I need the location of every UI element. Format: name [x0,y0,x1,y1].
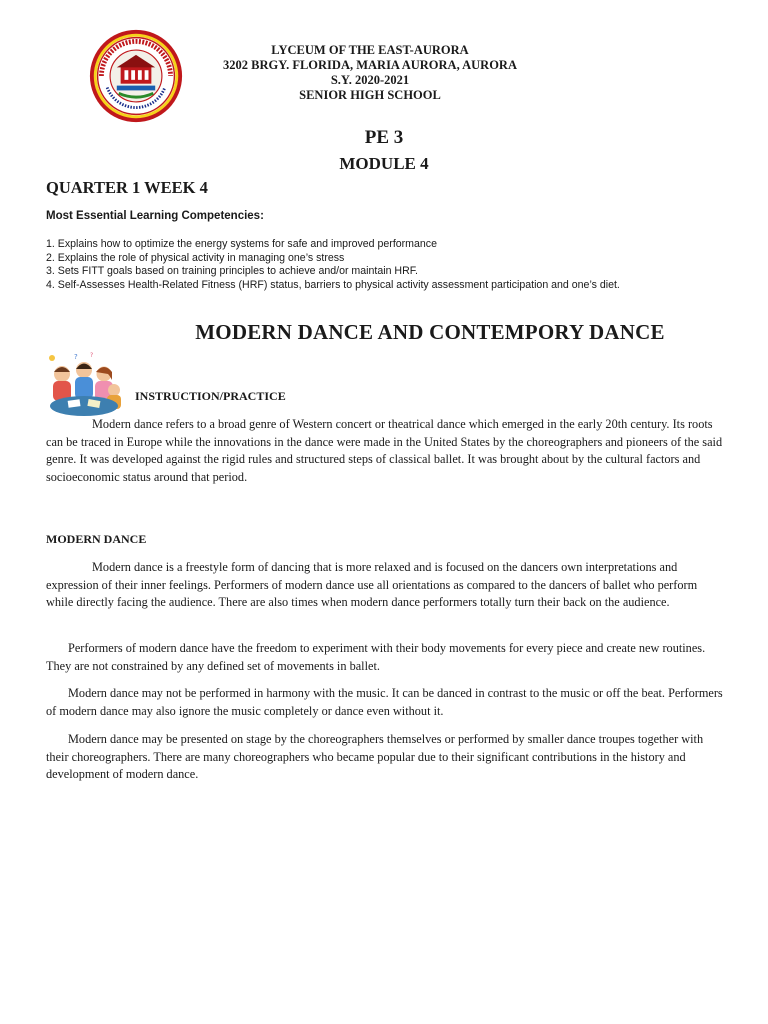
students-studying-illustration [44,350,124,418]
competency-item: 1. Explains how to optimize the energy systems for safe and improved performance [46,238,437,250]
school-name: LYCEUM OF THE EAST-AURORA [271,43,469,57]
lesson-title: MODERN DANCE AND CONTEMPORY DANCE [195,320,665,344]
body-paragraph: Modern dance may not be performed in harmony with the music. It can be danced in contrast to the music or off the beat. Performers of modern dance may also ignore the music completely or dance even without it. [46,686,723,718]
intro-paragraph: Modern dance refers to a broad genre of Western concert or theatrical dance which emerged in the early 20th century. Its roots can be traced in Europe while the innovations in the dance were made in the United States by the choreographers and pioneers of the said genre. It was developed against the rigid rules and structured steps of classical ballet. It was brought about by the cultural factors and socioeconomic status around that period. [46,417,723,484]
svg-text:?: ? [74,353,78,361]
school-address: 3202 BRGY. FLORIDA, MARIA AURORA, AURORA [222,58,517,72]
competency-item: 4. Self-Assesses Health-Related Fitness (HRF) status, barriers to physical activity assessment participation and one’s diet. [46,278,620,291]
competencies-list [46,238,620,292]
svg-text:?: ? [90,352,94,359]
subject-title: PE 3 [364,127,404,148]
department-name: SENIOR HIGH SCHOOL [299,88,441,102]
school-year: S.Y. 2020-2021 [330,73,410,87]
quarter-heading: QUARTER 1 WEEK 4 [46,178,208,197]
instruction-label: INSTRUCTION/PRACTICE [135,389,286,403]
competency-item: 3. Sets FITT goals based on training principles to achieve and/or maintain HRF. [46,265,418,277]
section-heading-modern-dance: MODERN DANCE [46,532,147,546]
body-paragraph: Modern dance may be presented on stage by the choreographers themselves or performed by smaller dance troupes together with their choreographers. There are many choreographers who became popular due to their significant contributions in the history and development of modern dance. [46,732,704,781]
module-title: MODULE 4 [339,154,429,173]
competencies-heading: Most Essential Learning Competencies: [46,210,264,222]
body-paragraph: Performers of modern dance have the freedom to experiment with their body movements for every piece and create new routines. They are not constrained by any defined set of movements in ballet. [46,641,706,673]
competency-item: 2. Explains the role of physical activity in managing one’s stress [46,251,345,264]
body-paragraph: Modern dance is a freestyle form of dancing that is more relaxed and is focused on the dancers own interpretations and expression of their inner feelings. Performers of modern dance use all orientations as compared to the dancers of ballet who perform while directly facing the audience. There are also times when modern dance performers totally turn their back on the audience. [46,560,698,609]
school-header [170,43,570,103]
